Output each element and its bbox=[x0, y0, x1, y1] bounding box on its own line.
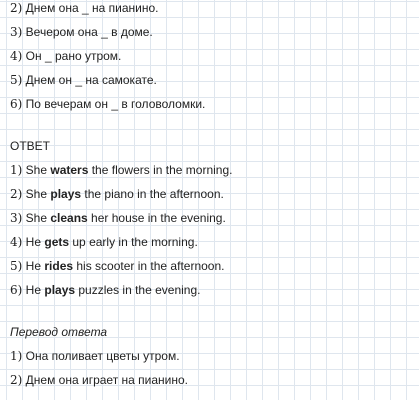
translation-number: 2) bbox=[10, 373, 23, 387]
answer-line-4 bbox=[10, 234, 198, 250]
answer-number: 2) bbox=[10, 187, 23, 201]
task-number: 2) bbox=[10, 1, 23, 15]
translation-text: Она поливает цветы утром. bbox=[25, 349, 180, 363]
task-text: Днем он _ на самокате. bbox=[25, 73, 157, 87]
task-line-6 bbox=[10, 96, 205, 112]
answer-number: 3) bbox=[10, 211, 23, 225]
task-text: Вечером она _ в доме. bbox=[25, 25, 153, 39]
task-text: По вечерам он _ в головоломки. bbox=[25, 97, 206, 111]
answer-text-after: his scooter in the afternoon. bbox=[73, 259, 225, 273]
answer-text-after: the piano in the afternoon. bbox=[81, 187, 224, 201]
answer-number: 1) bbox=[10, 163, 23, 177]
answer-verb: gets bbox=[44, 235, 70, 249]
task-line-2 bbox=[10, 0, 158, 16]
task-line-4 bbox=[10, 48, 121, 64]
answer-line-6 bbox=[10, 282, 200, 298]
translation-line-1 bbox=[10, 348, 180, 364]
answer-verb: cleans bbox=[50, 211, 88, 225]
translation-number: 1) bbox=[10, 349, 23, 363]
answer-line-5 bbox=[10, 258, 224, 274]
answer-number: 6) bbox=[10, 283, 23, 297]
task-line-5 bbox=[10, 72, 157, 88]
task-number: 6) bbox=[10, 97, 23, 111]
answer-text-after: her house in the evening. bbox=[87, 211, 226, 225]
task-number: 5) bbox=[10, 73, 23, 87]
answer-line-1 bbox=[10, 162, 232, 178]
answer-text-before: She bbox=[25, 211, 51, 225]
answer-number: 5) bbox=[10, 259, 23, 273]
task-text: Днем она _ на пианино. bbox=[25, 1, 159, 15]
answer-line-2 bbox=[10, 186, 224, 202]
answer-verb: waters bbox=[50, 163, 89, 177]
task-number: 4) bbox=[10, 49, 23, 63]
task-number: 3) bbox=[10, 25, 23, 39]
answer-text-before: She bbox=[25, 187, 51, 201]
task-line-3 bbox=[10, 24, 153, 40]
translation-line-2 bbox=[10, 372, 188, 388]
answer-text-before: She bbox=[25, 163, 51, 177]
task-text: Он _ рано утром. bbox=[25, 49, 122, 63]
answer-verb: rides bbox=[44, 259, 74, 273]
answer-text-after: puzzles in the evening. bbox=[75, 283, 201, 297]
answer-text-after: the flowers in the morning. bbox=[88, 163, 233, 177]
answer-heading: ОТВЕТ bbox=[10, 139, 51, 153]
translation-heading: Перевод ответа bbox=[10, 325, 108, 339]
translation-text: Днем она играет на пианино. bbox=[25, 373, 188, 387]
answer-text-before: He bbox=[25, 235, 45, 249]
answer-text-after: up early in the morning. bbox=[69, 235, 198, 249]
answer-verb: plays bbox=[44, 283, 76, 297]
answer-text-before: He bbox=[25, 259, 45, 273]
answer-verb: plays bbox=[50, 187, 82, 201]
answer-number: 4) bbox=[10, 235, 23, 249]
answer-text-before: He bbox=[25, 283, 45, 297]
answer-line-3 bbox=[10, 210, 226, 226]
